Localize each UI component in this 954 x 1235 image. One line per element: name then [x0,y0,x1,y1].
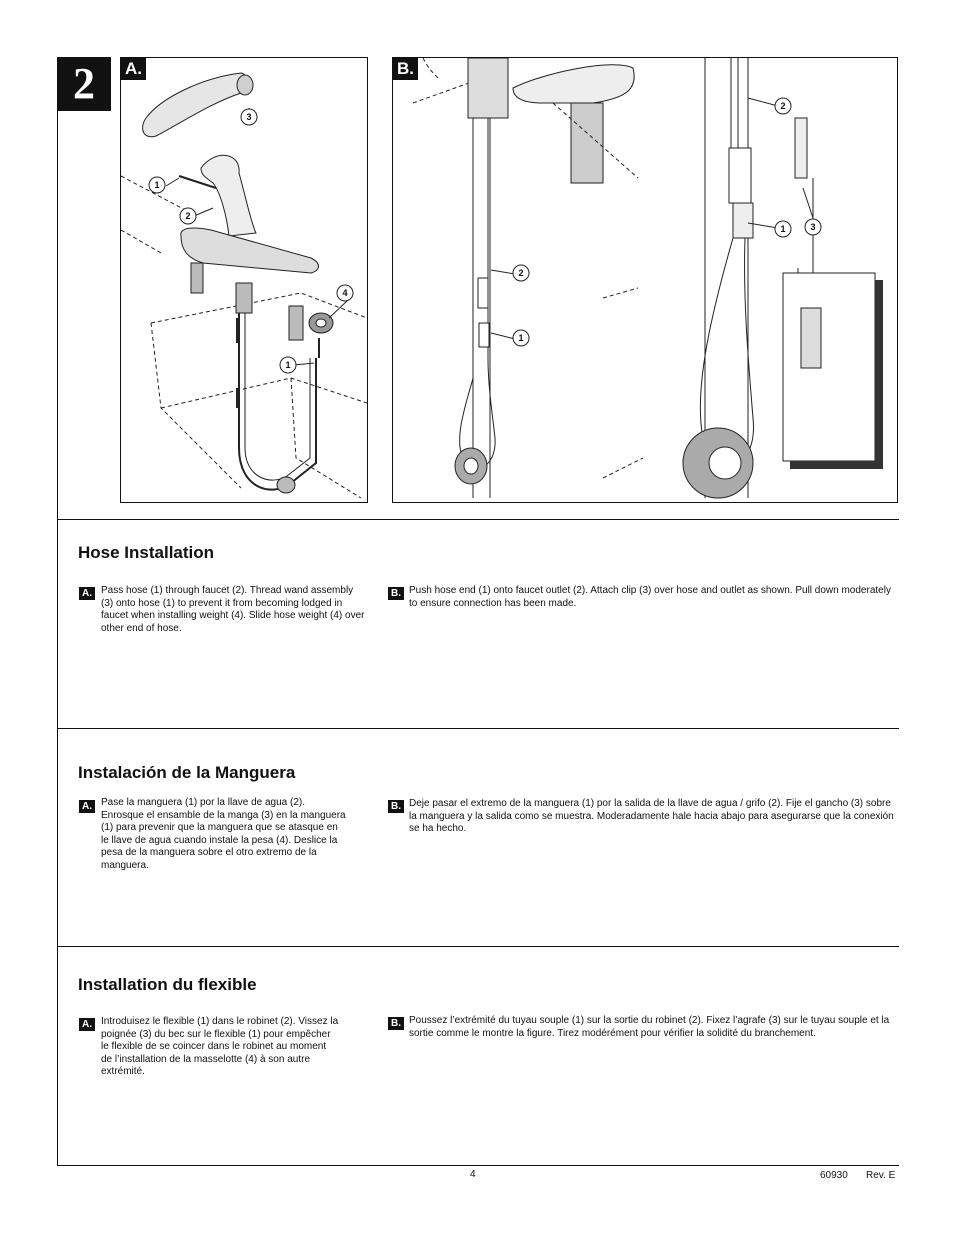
hose-connection-illustration [393,58,897,502]
callout-label: 2 [518,268,524,278]
revision-label: Rev. E [866,1170,896,1181]
panel-b-label: B. [393,58,418,80]
callout-label: 3 [246,112,252,122]
document-number: 60930 [820,1170,848,1181]
step-a-text: Pass hose (1) through faucet (2). Thread wand assembly (3) onto hose (1) to prevent it from becoming lodged in faucet when installing weight (4). Slide hose weight (4) over other end of hose. [101,585,365,634]
panel-a-label: A. [121,58,146,80]
callout-label: 2 [185,211,191,221]
section-divider [57,728,899,729]
illustration-panel-b [392,57,898,503]
callout-label: 3 [810,222,816,232]
step-b-text: Push hose end (1) onto faucet outlet (2). Attach clip (3) over hose and outlet as shown. Pull down moderately to ensure connection has been made. [409,585,891,609]
section-title-spanish: Instalación de la Manguera [78,763,296,782]
step-a-text: Pase la manguera (1) por la llave de agua (2). Enrosque el ensamble de la manga (3) en la manguera (1) para prevenir que la manguera que se atasque en le llave de agua cuando instale la pesa (4). Deslice la pesa de la manguera sobre el otro extremo de la manguera. [101,797,346,871]
callout-label: 4 [342,288,348,298]
section-divider [57,946,899,947]
page-number: 4 [470,1169,476,1180]
step-b-badge: B. [388,587,404,600]
faucet-hose-weight-illustration [121,58,367,502]
section-divider [57,519,899,520]
step-b-text: Deje pasar el extremo de la manguera (1) por la salida de la llave de agua / grifo (2). Fije el gancho (3) sobre la manguera y la salida como se muestra. Moderadamente hale hacia abajo para asegurarse que la conexión se ha hecho. [409,798,894,835]
footer-rule [57,1165,899,1166]
step-a-text: Introduisez le flexible (1) dans le robinet (2). Vissez la poignée (3) du bec sur le flexible (1) pour empêcher le flexible de se coincer dans le robinet au moment de l’installation de la masselotte (4) à son autre extrémité. [101,1016,339,1078]
left-margin-rule [57,57,58,1165]
illustration-panel-a [120,57,368,503]
section-title-english: Hose Installation [78,543,215,562]
step-a-badge: A. [79,1018,95,1031]
step-a-badge: A. [79,800,95,813]
step-b-badge: B. [388,800,404,813]
step-b-badge: B. [388,1017,404,1030]
callout-label: 2 [780,101,786,111]
step-number: 2 [57,57,111,111]
callout-label: 1 [518,333,524,343]
callout-label: 1 [780,224,786,234]
step-a-badge: A. [79,587,95,600]
section-title-french: Installation du flexible [78,975,257,994]
step-b-text: Poussez l’extrémité du tuyau souple (1) sur la sortie du robinet (2). Fixez l’agrafe (3) sur le tuyau souple et la sortie comme le montre la figure. Tirez modérément pour vérifier la solidité du branchement. [409,1015,890,1039]
callout-label: 1 [154,180,160,190]
callout-label: 1 [285,360,291,370]
